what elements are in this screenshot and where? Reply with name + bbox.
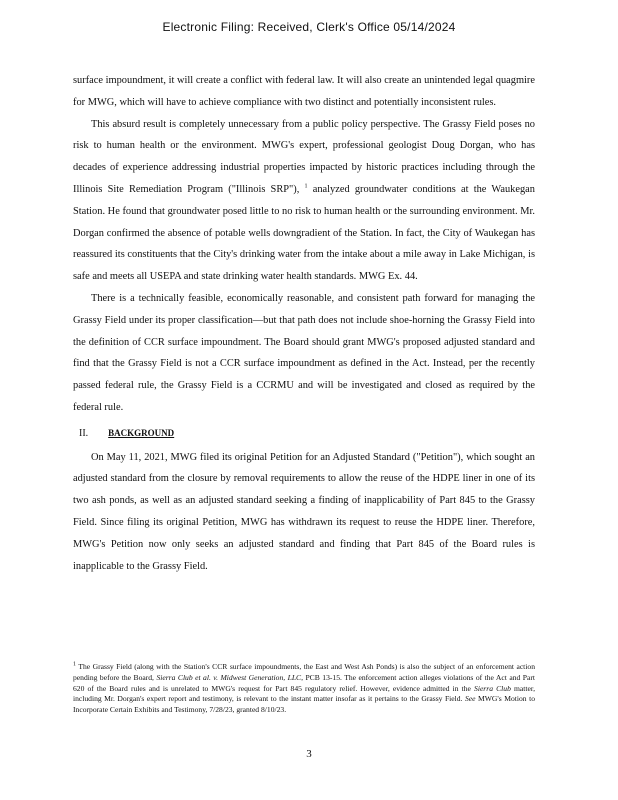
paragraph-continuation: surface impoundment, it will create a conflict with federal law. It will also create an unintended legal quagmire for MWG, which will have to achieve compliance with two distinct and potentially inconsistent rules. xyxy=(73,75,535,108)
footnote-text: , PCB 13-15. The enforcement action alleges violations of the Act and Part 620 of the Board rules and is unrelated to MWG's request for Part 845 regulatory relief. However, evidence admitted in the xyxy=(73,672,535,693)
paragraph-text: This absurd result is completely unnecessary from a public policy perspective. The Grassy Field poses no risk to human health or the environment. MWG's expert, professional geologist Doug Dorgan, who has decades of experience addressing industrial properties impacted by historic practices including through the Illinois Site Remediation Program ("Illinois SRP"), xyxy=(73,118,535,195)
footnote xyxy=(73,662,535,716)
section-heading xyxy=(79,423,535,445)
footnote-text: matter, including Mr. Dorgan's expert report and testimony, is relevant to the instant matter insofar as it pertains to the Grassy Field. xyxy=(73,683,535,704)
paragraph-absurd-result xyxy=(73,114,535,288)
paragraph-path-forward: There is a technically feasible, economically reasonable, and consistent path forward for managing the Grassy Field under its proper classification—but that path does not include shoe-horning the Grassy Field into the definition of CCR surface impoundment. The Board should grant MWG's proposed adjusted standard and find that the Grassy Field is not a CCR surface impoundment as defined in the Act. Instead, per the recently passed federal rule, the Grassy Field is a CCRMU and will be investigated and closed as required by the federal rule. xyxy=(73,292,535,413)
see-signal: See xyxy=(464,694,476,704)
footnote-marker: 1 xyxy=(73,661,76,668)
case-citation: Sierra Club et al. v. Midwest Generation, LLC xyxy=(156,672,302,682)
matter-citation: Sierra Club xyxy=(474,683,511,693)
document-body xyxy=(73,70,535,577)
paragraph-background: On May 11, 2021, MWG filed its original Petition for an Adjusted Standard ("Petition"), which sought an adjusted standard from the closure by removal requirements to allow the reuse of the HDPE liner in one of its two ash ponds, as well as an adjusted standard seeking a finding of inapplicability of Part 845 to the Grassy Field. Since filing its original Petition, MWG has withdrawn its request to reuse the HDPE liner. Therefore, MWG's Petition now only seeks an adjusted standard and finding that Part 845 of the Board rules is inapplicable to the Grassy Field. xyxy=(73,451,535,572)
footnote-text: MWG's Motion to Incorporate Certain Exhibits and Testimony, 7/28/23, granted 8/10/23. xyxy=(73,694,535,715)
footnote-text: The Grassy Field (along with the Station's CCR surface impoundments, the East and West Ash Ponds) is also the subject of an enforcement action pending before the Board, xyxy=(73,662,535,682)
footnote-reference: 1 xyxy=(304,183,308,190)
section-title: BACKGROUND xyxy=(108,427,175,438)
section-number: II. xyxy=(79,427,89,439)
page-number: 3 xyxy=(306,748,312,760)
paragraph-text: analyzed groundwater conditions at the Waukegan Station. He found that groundwater posed little to no risk to human health or the surrounding environment. Mr. Dorgan confirmed the absence of potable wells downgradient of the Station. In fact, the City of Waukegan has reassured its constituents that the City's drinking water from the intake about a mile away in Lake Michigan, is safe and meets all USEPA and state drinking water health standards. MWG Ex. 44. xyxy=(73,183,535,283)
electronic-filing-stamp: Electronic Filing: Received, Clerk's Office 05/14/2024 xyxy=(162,20,456,34)
